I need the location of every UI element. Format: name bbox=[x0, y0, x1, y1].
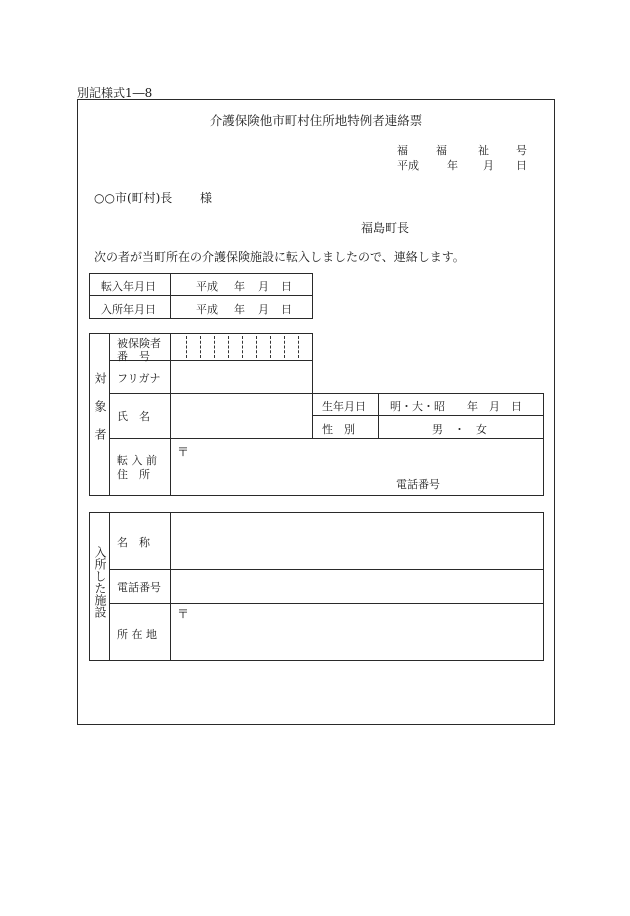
facility-name-field[interactable] bbox=[171, 513, 543, 569]
prev-address-label-2: 住 所 bbox=[117, 468, 150, 481]
date-row-label: 入所年月日 bbox=[101, 303, 156, 316]
doc-date-day: 日 bbox=[516, 159, 527, 172]
doc-date-year: 年 bbox=[447, 159, 458, 172]
date-row-year: 年 bbox=[234, 280, 245, 293]
prev-address-field[interactable] bbox=[171, 439, 543, 495]
subject-section-label: 対象者 bbox=[93, 372, 107, 456]
name-field[interactable] bbox=[171, 394, 312, 438]
sender: 福島町長 bbox=[361, 221, 410, 235]
sex-value[interactable]: 男 ・ 女 bbox=[432, 423, 487, 436]
birth-date-label: 生年月日 bbox=[322, 400, 366, 413]
date-row-era: 平成 bbox=[196, 280, 218, 293]
date-row-month: 月 bbox=[258, 303, 269, 316]
insured-number-label-2: 番 号 bbox=[117, 350, 150, 363]
facility-address-field[interactable] bbox=[171, 604, 543, 660]
form-title: 介護保険他市町村住所地特例者連絡票 bbox=[209, 113, 423, 128]
furigana-label: フリガナ bbox=[117, 372, 161, 385]
date-row-day: 日 bbox=[281, 280, 292, 293]
doc-date-month: 月 bbox=[483, 159, 494, 172]
date-row-day: 日 bbox=[281, 303, 292, 316]
facility-postal-mark-icon: 〒 bbox=[177, 607, 190, 621]
prev-address-label: 転 入 前 bbox=[117, 454, 157, 467]
form-code: 別記様式1―8 bbox=[77, 86, 153, 100]
facility-phone-field[interactable] bbox=[171, 570, 543, 603]
facility-section-label: 入所した施設 bbox=[93, 546, 107, 618]
doc-number-fuku2: 福 bbox=[436, 144, 447, 157]
doc-number-fuku1: 福 bbox=[397, 144, 408, 157]
furigana-field[interactable] bbox=[171, 361, 312, 393]
date-row-year: 年 bbox=[234, 303, 245, 316]
addressee-suffix: 様 bbox=[200, 191, 213, 205]
insured-number-label: 被保険者 bbox=[117, 337, 161, 350]
birth-date-value[interactable]: 明・大・昭 年 月 日 bbox=[390, 400, 522, 413]
doc-number-sha: 祉 bbox=[478, 144, 489, 157]
doc-date-era: 平成 bbox=[397, 159, 419, 172]
addressee: ○○市(町村)長 bbox=[94, 191, 173, 205]
intro-text: 次の者が当町所在の介護保険施設に転入しましたので、連絡します。 bbox=[94, 250, 465, 264]
date-row-label: 転入年月日 bbox=[101, 280, 156, 293]
facility-name-label: 名 称 bbox=[117, 536, 150, 549]
postal-mark-icon: 〒 bbox=[177, 445, 190, 459]
facility-address-label: 所 在 地 bbox=[117, 628, 157, 641]
date-row-month: 月 bbox=[258, 280, 269, 293]
name-label: 氏 名 bbox=[117, 410, 150, 423]
facility-phone-label: 電話番号 bbox=[117, 581, 161, 594]
date-row-era: 平成 bbox=[196, 303, 218, 316]
sex-label: 性 別 bbox=[322, 423, 355, 436]
doc-number-go: 号 bbox=[516, 144, 527, 157]
phone-label: 電話番号 bbox=[396, 478, 440, 491]
